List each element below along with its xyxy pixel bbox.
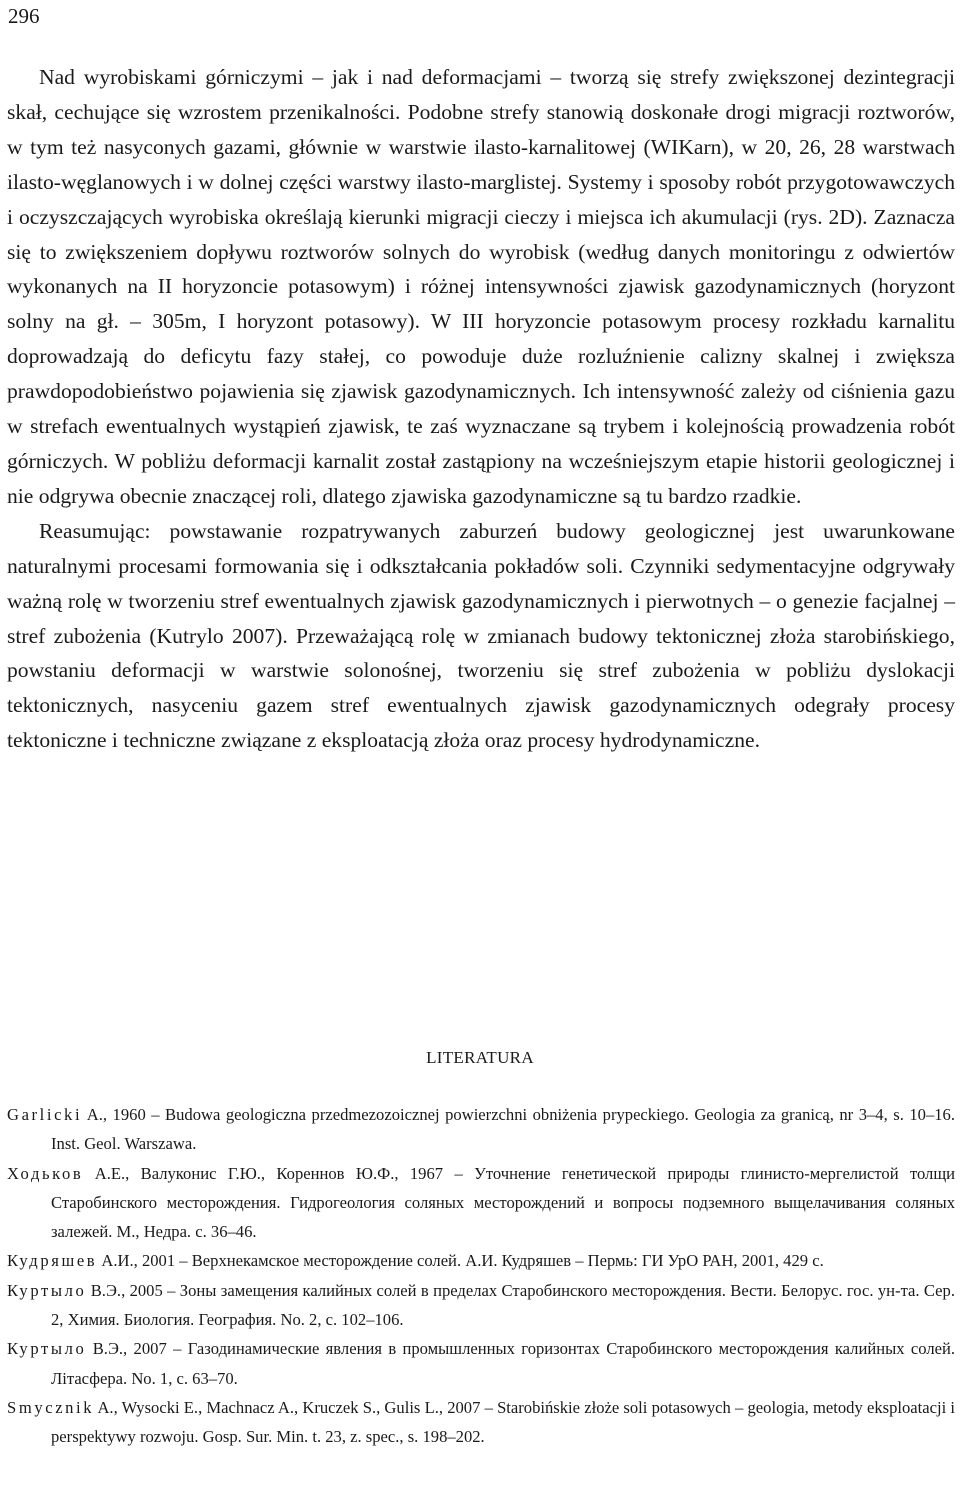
reference-text: А.Е., Валуконис Г.Ю., Кореннов Ю.Ф., 1967 – Уточнение генетической природы глинисто-мергелистой толщи Старобинского месторождения. Гидрогеология соляных месторождений и вопросы подземного выщелачивания соляных залежей. М., Недра. с. 36–46. bbox=[51, 1163, 955, 1242]
reference-author: Garlicki bbox=[7, 1105, 83, 1124]
reference-text: A., 1960 – Budowa geologiczna przedmezozoicznej powierzchni obniżenia prypeckiego. Geologia za granicą, nr 3–4, s. 10–16. Inst. Geol. Warszawa. bbox=[51, 1105, 955, 1154]
reference-item bbox=[7, 1393, 955, 1452]
reference-text: В.Э., 2007 – Газодинамические явления в промышленных горизонтах Старобинского месторождения калийных солей. Літасфера. No. 1, с. 63–70. bbox=[51, 1339, 955, 1388]
reference-text: A., Wysocki E., Machnacz A., Kruczek S., Gulis L., 2007 – Starobińskie złoże soli potasowych – geologia, metody eksploatacji i perspektywy rozwoju. Gosp. Sur. Min. t. 23, z. spec., s. 198–202. bbox=[51, 1397, 955, 1447]
reference-text: В.Э., 2005 – Зоны замещения калийных солей в пределах Старобинского месторождения. Вести. Белорус. гос. ун-та. Сер. 2, Химия. Биология. География. No. 2, с. 102–106. bbox=[51, 1280, 955, 1330]
reference-text: А.И., 2001 – Верхнекамское месторождение солей. А.И. Кудряшев – Пермь: ГИ УрО РАН, 2001, 429 с. bbox=[97, 1251, 824, 1271]
reference-list bbox=[7, 1100, 955, 1452]
reference-item bbox=[7, 1159, 955, 1247]
page-number: 296 bbox=[8, 4, 40, 28]
reference-author: Куртыло bbox=[7, 1280, 87, 1300]
reference-author: Ходьков bbox=[7, 1163, 84, 1183]
reference-item bbox=[7, 1100, 955, 1159]
paragraph: Reasumując: powstawanie rozpatrywanych zaburzeń budowy geologicznej jest uwarunkowane naturalnymi procesami formowania się i odkształcania pokładów soli. Czynniki sedymentacyjne odgrywały ważną rolę w tworzeniu stref ewentualnych zjawisk gazodynamicznych i pierwotnych – o genezie facjalnej – stref zubożenia (Kutrylo 2007). Przeważającą rolę w zmianach budowy tektonicznej złoża starobińskiego, powstaniu deformacji w warstwie solonośnej, tworzeniu się stref zubożenia w pobliżu dyslokacji tektonicznych, nasyceniu gazem stref ewentualnych zjawisk gazodynamicznych odegrały procesy tektoniczne i techniczne związane z eksploatacją złoża oraz procesy hydrodynamiczne. bbox=[7, 518, 955, 753]
literature-heading: LITERATURA bbox=[426, 1048, 534, 1067]
reference-item bbox=[7, 1276, 955, 1335]
paragraph: Nad wyrobiskami górniczymi – jak i nad deformacjami – tworzą się strefy zwiększonej dezintegracji skał, cechujące się wzrostem przenikalności. Podobne strefy stanowią doskonałe drogi migracji roztworów, w tym też nasyconych gazami, głównie w warstwie ilasto-karnalitowej (WIKarn), w 20, 26, 28 warstwach ilasto-węglanowych i w dolnej części warstwy ilasto-marglistej. Systemy i sposoby robót przygotowawczych i oczyszczających wyrobiska określają kierunki migracji cieczy i miejsca ich akumulacji (rys. 2D). Zaznacza się to zwiększeniem dopływu roztworów solnych do wyrobisk (według danych monitoringu z odwiertów wykonanych na II horyzoncie potasowym) i różnej intensywności zjawisk gazodynamicznych (horyzont solny na gł. – 305m, I horyzont potasowy). W III horyzoncie potasowym procesy rozkładu karnalitu doprowadzają do deficytu fazy stałej, co powoduje duże rozluźnienie calizny skalnej i zwiększa prawdopodobieństwo pojawienia się zjawisk gazodynamicznych. Ich intensywność zależy od ciśnienia gazu w strefach ewentualnych wystąpień zjawisk, te zaś wyznaczane są trybem i kolejnością prowadzenia robót górniczych. W pobliżu deformacji karnalit został zastąpiony na wcześniejszym etapie historii geologicznej i nie odgrywa obecnie znaczącej roli, dlatego zjawiska gazodynamiczne są tu bardzo rzadkie. bbox=[7, 65, 955, 508]
reference-author: Кудряшев bbox=[7, 1251, 98, 1271]
reference-item bbox=[7, 1334, 955, 1393]
reference-author: Куртыло bbox=[7, 1339, 87, 1359]
reference-author: Smycznik bbox=[7, 1397, 95, 1417]
body-text bbox=[7, 60, 955, 758]
reference-item bbox=[7, 1246, 955, 1275]
